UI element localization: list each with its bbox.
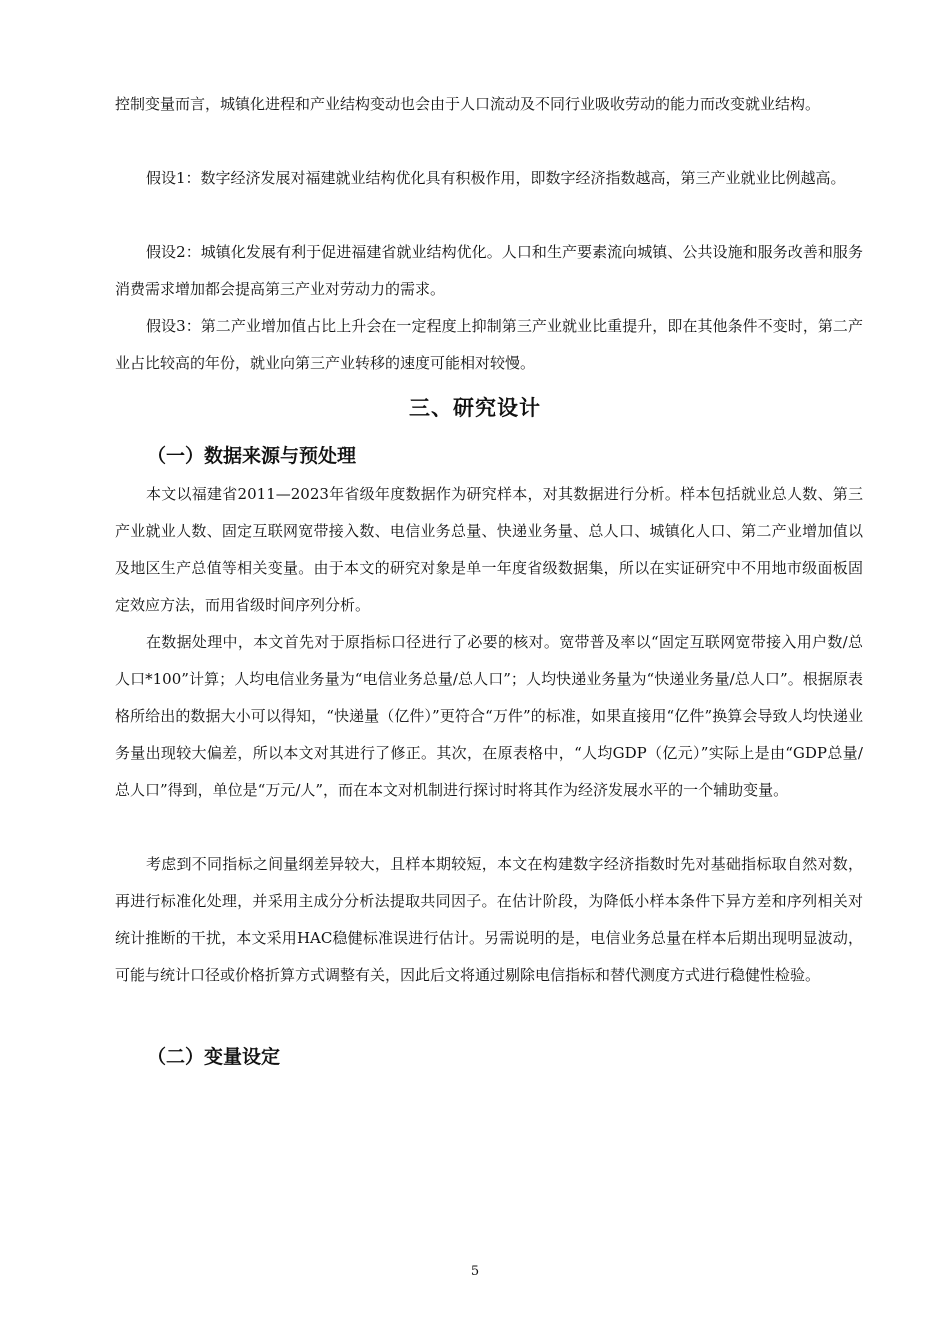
subsection-heading-data-source: （一）数据来源与预处理 <box>147 445 357 467</box>
paragraph-data-standardization: 考虑到不同指标之间量纲差异较大，且样本期较短，本文在构建数字经济指数时先对基础指标取自然对数，再进行标准化处理，并采用主成分分析法提取共同因子。在估计阶段，为降低小样本条件下异方差和序列相关对统计推断的干扰，本文采用HAC稳健标准误进行估计。另需说明的是，电信业务总量在样本后期出现明显波动，可能与统计口径或价格折算方式调整有关，因此后文将通过剔除电信指标和替代测度方式进行稳健性检验。 <box>115 855 863 984</box>
page-number: 5 <box>470 1264 480 1279</box>
paragraph-hypothesis-2: 假设2：城镇化发展有利于促进福建省就业结构优化。人口和生产要素流向城镇、公共设施和服务改善和服务消费需求增加都会提高第三产业对劳动力的需求。 <box>115 243 863 298</box>
paragraph-data-sample: 本文以福建省2011—2023年省级年度数据作为研究样本，对其数据进行分析。样本包括就业总人数、第三产业就业人数、固定互联网宽带接入数、电信业务总量、快递业务量、总人口、城镇化人口、第二产业增加值以及地区生产总值等相关变量。由于本文的研究对象是单一年度省级数据集，所以在实证研究中不用地市级面板固定效应方法，而用省级时间序列分析。 <box>115 485 863 614</box>
paragraph-hypothesis-1: 假设1：数字经济发展对福建就业结构优化具有积极作用，即数字经济指数越高，第三产业就业比例越高。 <box>146 169 846 187</box>
section-heading-research-design: 三、研究设计 <box>409 396 541 420</box>
paragraph-control-variables: 控制变量而言，城镇化进程和产业结构变动也会由于人口流动及不同行业吸收劳动的能力而改变就业结构。 <box>115 95 821 113</box>
paragraph-data-processing: 在数据处理中，本文首先对于原指标口径进行了必要的核对。宽带普及率以“固定互联网宽带接入用户数/总人口*100”计算；人均电信业务量为“电信业务总量/总人口”；人均快递业务量为“快递业务量/总人口”。根据原表格所给出的数据大小可以得知，“快递量（亿件）”更符合“万件”的标准，如果直接用“亿件”换算会导致人均快递业务量出现较大偏差，所以本文对其进行了修正。其次，在原表格中，“人均GDP（亿元）”实际上是由“GDP总量/总人口”得到，单位是“万元/人”，而在本文对机制进行探讨时将其作为经济发展水平的一个辅助变量。 <box>115 633 863 799</box>
subsection-heading-variable-setting: （二）变量设定 <box>147 1046 281 1068</box>
paragraph-hypothesis-3: 假设3：第二产业增加值占比上升会在一定程度上抑制第三产业就业比重提升，即在其他条件不变时，第二产业占比较高的年份，就业向第三产业转移的速度可能相对较慢。 <box>115 317 863 372</box>
